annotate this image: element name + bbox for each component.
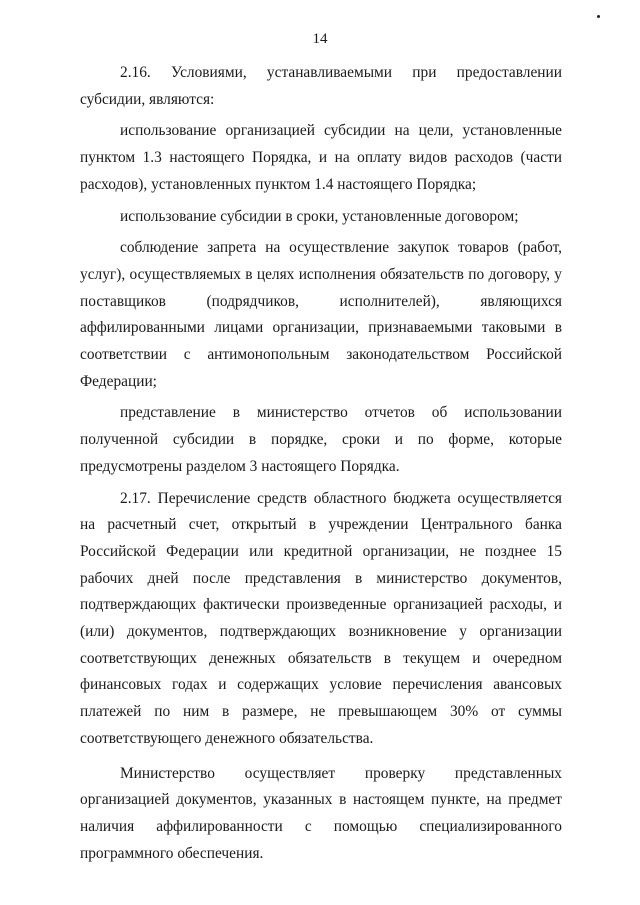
- paragraph-affiliation-check: Министерство осуществляет проверку представленных организацией документов, указанных в настоящем пункте, на предмет наличия аффилированности с помощью специализированного программного обеспечения.: [80, 764, 562, 862]
- page-number: 14: [312, 31, 328, 47]
- paragraph-procurement-ban: соблюдение запрета на осуществление закупок товаров (работ, услуг), осуществляемых в целях исполнения обязательств по договору, у поставщиков (подрядчиков, исполнителей), являющихся аффилированными лицами организации, признаваемыми таковыми в соответствии с антимонопольным законодательством Российской Федерации;: [80, 239, 562, 390]
- paragraph-2-16-heading: 2.16. Условиями, устанавливаемыми при предоставлении субсидии, являются:: [80, 64, 562, 108]
- paragraph-subsidy-use: использование организацией субсидии на цели, установленные пунктом 1.3 настоящего Порядка, и на оплату видов расходов (части расходов), установленных пунктом 1.4 настоящего Порядка;: [80, 122, 562, 193]
- paragraph-subsidy-terms: использование субсидии в сроки, установленные договором;: [120, 207, 519, 225]
- document-body: [80, 60, 562, 867]
- paragraph-reports: представление в министерство отчетов об использовании полученной субсидии в порядке, сроки и по форме, которые предусмотрены разделом 3 настоящего Порядка.: [80, 404, 562, 475]
- paragraph-2-17: 2.17. Перечисление средств областного бюджета осуществляется на расчетный счет, открытый в учреждении Центрального банка Российской Федерации или кредитной организации, не позднее 15 рабочих дней после представления в министерство документов, подтверждающих фактически произведенные организацией расходы, и (или) документов, подтверждающих возникновение у организации соответствующих денежных обязательств в текущем и очередном финансовых годах и содержащих условие перечисления авансовых платежей по ним в размере, не превышающем 30% от суммы соответствующего денежного обязательства.: [80, 489, 562, 747]
- scan-speck: [597, 15, 600, 18]
